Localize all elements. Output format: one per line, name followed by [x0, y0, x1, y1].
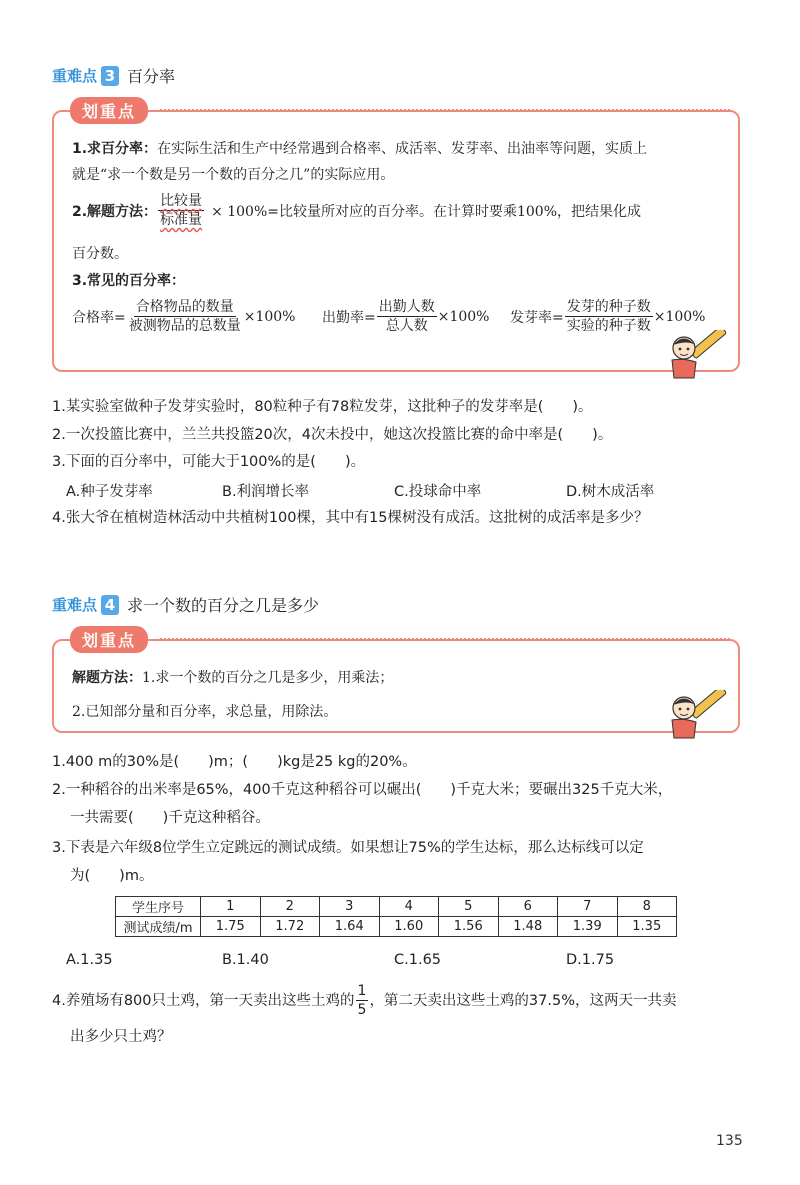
table-row	[116, 917, 677, 937]
s4-option-b: B.1.40	[222, 952, 269, 968]
rate-denominator: 总人数	[385, 318, 428, 334]
table-cell: 1.56	[439, 917, 499, 937]
s4-question-4	[52, 982, 677, 1019]
method-heading: 解题方法：	[72, 670, 142, 686]
section3-tag: 重难点	[52, 67, 98, 85]
section3-point3: 3.常见的百分率：	[72, 273, 186, 289]
rate-name: 合格率=	[72, 309, 126, 326]
s3-option-b: B.利润增长率	[222, 484, 310, 500]
rate-denominator: 被测物品的总数量	[128, 318, 241, 334]
table-cell: 1.75	[201, 917, 261, 937]
section4-number: 4	[101, 595, 119, 615]
s3-question-4: 4.张大爷在植树造林活动中共植树100棵，其中有15棵树没有成活。这批树的成活率是多少？	[52, 510, 649, 526]
table-cell: 3	[320, 897, 380, 917]
table-cell: 1.35	[617, 917, 677, 937]
section4-tag: 重难点	[52, 596, 98, 614]
rate-tail: ×100%	[437, 308, 490, 325]
rate-formula-qualified	[72, 298, 296, 335]
section4-box-label: 划重点	[70, 626, 148, 653]
rate-fraction	[127, 298, 243, 335]
section3-number: 3	[101, 66, 119, 86]
section3-point2-cont: 百分数。	[72, 246, 128, 262]
jump-score-table	[115, 896, 677, 937]
table-cell: 1.60	[379, 917, 439, 937]
section3-title: 百分率	[127, 67, 176, 86]
section4-dotted-rule	[160, 638, 730, 640]
point2-heading: 2.解题方法：	[72, 203, 158, 220]
table-cell: 学生序号	[116, 897, 201, 917]
table-cell: 8	[617, 897, 677, 917]
table-cell: 7	[558, 897, 618, 917]
s4-option-a: A.1.35	[66, 952, 113, 968]
q4-text-a: 4.养殖场有800只土鸡，第一天卖出这些土鸡的	[52, 992, 355, 1009]
point1-text: 在实际生活和生产中经常遇到合格率、成活率、发芽率、出油率等问题，实质上	[157, 141, 648, 157]
s4-question-3-cont: 为( )m。	[70, 868, 154, 884]
s3-question-1: 1.某实验室做种子发芽实验时，80粒种子有78粒发芽，这批种子的发芽率是( )。	[52, 399, 593, 415]
s3-option-a: A.种子发芽率	[66, 484, 153, 500]
cartoon-boy-pencil-icon	[664, 330, 728, 382]
table-cell: 5	[439, 897, 499, 917]
method-text-1: 1.求一个数的百分之几是多少，用乘法；	[142, 670, 394, 686]
table-cell: 4	[379, 897, 439, 917]
rate-tail: ×100%	[243, 308, 296, 325]
rate-tail: ×100%	[653, 308, 706, 325]
s4-option-c: C.1.65	[394, 952, 442, 968]
table-cell: 6	[498, 897, 558, 917]
table-cell: 1.48	[498, 917, 558, 937]
s4-question-2-cont: 一共需要( )千克这种稻谷。	[70, 810, 270, 826]
section3-header	[52, 64, 175, 87]
rate-numerator: 合格物品的数量	[135, 299, 234, 315]
rate-fraction	[565, 298, 653, 335]
section3-point1	[72, 138, 647, 158]
point2-numerator: 比较量	[160, 193, 203, 209]
s3-question-3: 3.下面的百分率中，可能大于100%的是( )。	[52, 454, 366, 470]
point1-heading: 1.求百分率：	[72, 141, 158, 157]
section4-method-line1	[72, 667, 393, 687]
page-number: 135	[716, 1133, 743, 1149]
q4-text-b: ，第二天卖出这些土鸡的37.5%，这两天一共卖	[369, 992, 677, 1009]
s4-question-4-cont: 出多少只土鸡？	[70, 1029, 172, 1045]
cartoon-boy-pencil-icon	[664, 690, 728, 742]
rate-fraction	[377, 298, 437, 335]
table-cell: 2	[260, 897, 320, 917]
rate-name: 出勤率=	[322, 309, 376, 326]
s4-question-3: 3.下表是六年级8位学生立定跳远的测试成绩。如果想让75%的学生达标，那么达标线可以定	[52, 840, 644, 856]
rate-denominator: 实验的种子数	[566, 318, 651, 334]
s3-option-c: C.投球命中率	[394, 484, 482, 500]
section3-box-label: 划重点	[70, 97, 148, 124]
s4-question-2: 2.一种稻谷的出米率是65%，400千克这种稻谷可以碾出( )千克大米；要碾出325千克大米，	[52, 782, 673, 798]
rate-numerator: 出勤人数	[378, 299, 435, 315]
table-row	[116, 897, 677, 917]
q4-fraction	[356, 982, 369, 1019]
table-cell: 1.72	[260, 917, 320, 937]
point2-text: × 100%=比较量所对应的百分率。在计算时要乘100%，把结果化成	[211, 203, 642, 220]
table-cell: 1.64	[320, 917, 380, 937]
q4-fraction-numerator: 1	[357, 983, 367, 999]
rate-name: 发芽率=	[510, 309, 564, 326]
rate-numerator: 发芽的种子数	[566, 299, 651, 315]
section4-title: 求一个数的百分之几是多少	[127, 596, 320, 615]
point2-denominator: 标准量	[160, 212, 203, 228]
table-cell: 1	[201, 897, 261, 917]
section4-method-line2: 2.已知部分量和百分率，求总量，用除法。	[72, 704, 338, 720]
point2-fraction	[158, 192, 204, 229]
table-cell: 1.39	[558, 917, 618, 937]
section3-point2	[72, 192, 641, 229]
table-cell: 测试成绩/m	[116, 917, 201, 937]
rate-formula-attendance	[322, 298, 490, 335]
section3-dotted-rule	[160, 109, 730, 111]
s4-option-d: D.1.75	[566, 952, 615, 968]
section4-header	[52, 593, 319, 616]
s3-question-2: 2.一次投篮比赛中，兰兰共投篮20次，4次未投中，她这次投篮比赛的命中率是( )。	[52, 427, 613, 443]
q4-fraction-denominator: 5	[357, 1002, 367, 1018]
s4-question-1: 1.400 m的30%是( )m；( )kg是25 kg的20%。	[52, 754, 417, 770]
s3-option-d: D.树木成活率	[566, 484, 655, 500]
section3-point1-cont: 就是“求一个数是另一个数的百分之几”的实际应用。	[72, 167, 395, 183]
